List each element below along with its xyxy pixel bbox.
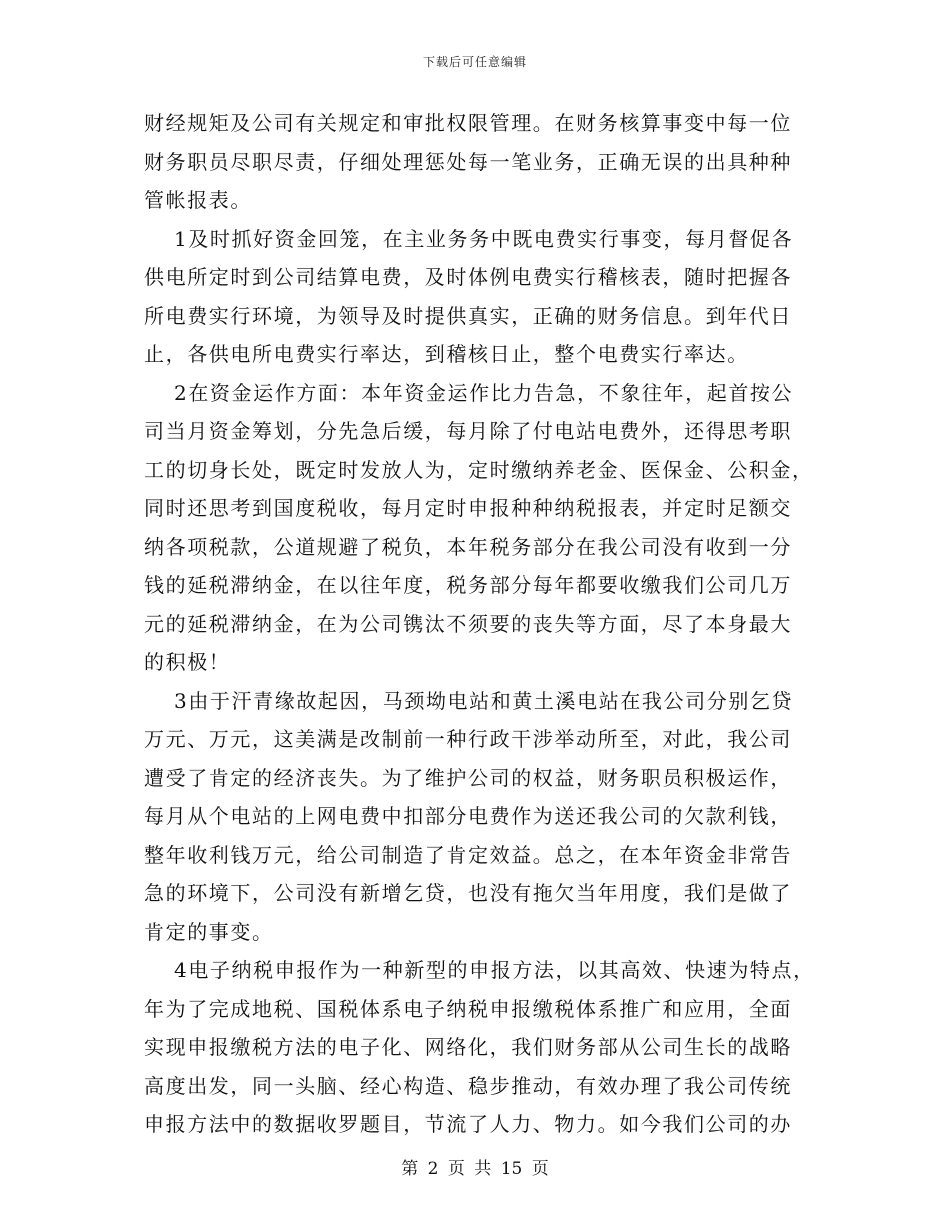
- text-line: 急的环境下，公司没有新增乞贷，也没有拖欠当年用度，我们是做了: [144, 881, 792, 905]
- text-line: 财务职员尽职尽责，仔细处理惩处每一笔业务，正确无误的出具种种: [144, 149, 792, 174]
- text-line: 供电所定时到公司结算电费，及时体例电费实行稽核表，随时把握各: [144, 265, 792, 289]
- text-line: 年为了完成地税、国税体系电子纳税申报缴税体系推广和应用，全面: [144, 996, 792, 1021]
- text-line: 同时还思考到国度税收，每月定时申报种种纳税报表，并定时足额交: [144, 496, 792, 520]
- text-line: 工的切身长处，既定时发放人为，定时缴纳养老金、医保金、公积金，: [144, 457, 814, 482]
- text-line: 申报方法中的数据收罗题目，节流了人力、物力。如今我们公司的办: [144, 1112, 792, 1136]
- text-line: 高度出发，同一头脑、经心构造、稳步推动，有效办理了我公司传统: [144, 1073, 792, 1098]
- text-line: 所电费实行环境，为领导及时提供真实，正确的财务信息。到年代日: [144, 303, 792, 328]
- document-body: [144, 104, 844, 1144]
- text-line: 司当月资金筹划，分先急后缓，每月除了付电站电费外，还得思考职: [144, 419, 792, 443]
- page-header: 下载后可任意编辑: [422, 55, 527, 69]
- text-line: 整年收利钱万元，给公司制造了肯定效益。总之，在本年资金非常告: [144, 842, 792, 867]
- text-line: 管帐报表。: [144, 188, 252, 212]
- text-line: 每月从个电站的上网电费中扣部分电费作为送还我公司的欠款利钱，: [144, 804, 792, 828]
- text-line: 止，各供电所电费实行率达，到稽核日止，整个电费实行率达。: [144, 342, 749, 366]
- paragraph-start-line: 4电子纳税申报作为一种新型的申报方法，以其高效、快速为特点，: [174, 958, 815, 982]
- text-line: 元的延税滞纳金，在为公司镌汰不须要的丧失等方面，尽了本身最大: [144, 611, 792, 636]
- text-line: 的积极！: [144, 650, 231, 674]
- text-line: 肯定的事变。: [144, 919, 274, 944]
- text-line: 财经规矩及公司有关规定和审批权限管理。在财务核算事变中每一位: [144, 111, 792, 135]
- paragraph-start-line: 1及时抓好资金回笼，在主业务务中既电费实行事变，每月督促各: [174, 226, 794, 251]
- text-line: 纳各项税款，公道规避了税负，本年税务部分在我公司没有收到一分: [144, 534, 792, 559]
- page-number-footer: 第 2 页 共 15 页: [401, 1159, 549, 1179]
- text-line: 遭受了肯定的经济丧失。为了维护公司的权益，财务职员积极运作，: [144, 765, 792, 790]
- paragraph-start-line: 3由于汗青缘故起因，马颈坳电站和黄土溪电站在我公司分别乞贷: [174, 688, 794, 713]
- text-line: 实现申报缴税方法的电子化、网络化，我们财务部从公司生长的战略: [144, 1035, 792, 1059]
- text-line: 万元、万元，这美满是改制前一种行政干涉举动所至，对此，我公司: [144, 727, 792, 751]
- text-line: 钱的延税滞纳金，在以往年度，税务部分每年都要收缴我们公司几万: [144, 573, 792, 597]
- paragraph-start-line: 2在资金运作方面：本年资金运作比力告急，不象往年，起首按公: [174, 380, 794, 405]
